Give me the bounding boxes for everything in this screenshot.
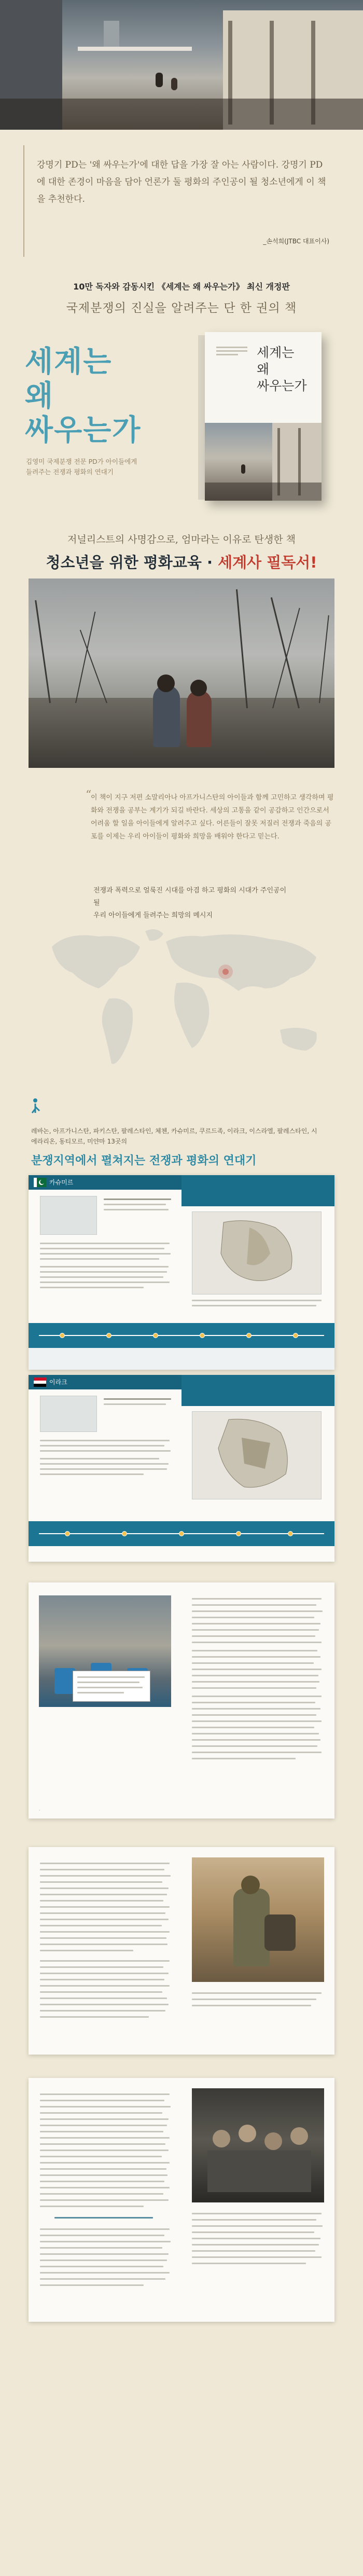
cover-tagline [216,347,247,355]
cover-title-line: 싸우는가 [257,378,307,393]
inset-map [40,1396,97,1432]
sample-spread-kashmir [29,1175,334,1370]
book-spine [198,335,205,500]
child-figure [187,690,212,747]
promo-line: 10만 독자와 감동시킨 《세계는 왜 싸우는가》 최신 개정판 [73,282,290,292]
spread-photo [192,2088,324,2202]
book-title [25,345,141,448]
region-list: 레바논, 아프가니스탄, 파키스탄, 팔레스타인, 체첸, 카슈미르, 쿠르드족, 이라크, 이스라엘, 팔레스타인, 시에라리온, 동티모르, 미얀마 13곳의 [31,1127,317,1145]
testimonial-quote [23,145,340,257]
timeline-bar [29,1521,334,1546]
cover-title [257,345,307,394]
spread-photo [192,1857,324,1982]
book-title-line: 싸우는가 [25,414,142,447]
book-subtitle [26,457,137,477]
children-photo [29,578,334,768]
quote-open-mark: “ [86,789,92,802]
sample-spread-photo-1 [29,1582,334,1819]
world-map [21,911,342,1082]
sample-spread-iraq [29,1375,334,1562]
sample-spread-photo-2 [29,1847,334,2055]
region-map [192,1211,322,1294]
location-pin-icon [31,1097,46,1117]
intro-heading-accent: 세계사 필독서! [218,554,317,571]
child-figure [153,685,180,747]
sample-spread-photo-3 [29,2078,334,2322]
book-title-line: 세계는 [25,345,113,379]
promo-headline: 국제분쟁의 진실을 알려주는 단 한 권의 책 [66,301,297,315]
page-number: · [39,1808,40,1813]
map-message-line: 전쟁과 폭력으로 얼룩진 시대를 아겸 하고 평화의 시대가 주인공이 될 [93,887,287,907]
cover-title-line: 왜 [257,362,270,377]
map-message-line: 우리 아이들에게 들려주는 희망의 메시지 [93,912,213,919]
timeline-bar [29,1323,334,1348]
regions-heading: 분쟁지역에서 펼쳐지는 전쟁과 평화의 연대기 [31,1154,257,1167]
chapter-title: 카슈미르 [49,1179,74,1186]
inset-map [40,1196,97,1235]
book-subtitle-line: 김영미 국제분쟁 전문 PD가 아이들에게 [26,458,137,465]
photo-caption [73,1671,150,1702]
chapter-title: 이라크 [49,1379,67,1386]
cover-title-line: 세계는 [257,345,295,360]
intro-tagline: 저널리스트의 사명감으로, 엄마라는 이유로 탄생한 책 [67,534,296,545]
book-title-line: 왜 [25,379,54,413]
flag-icon [34,1178,46,1187]
quote-text: 강명기 PD는 '왜 싸우는가'에 대한 답을 가장 잘 아는 사람이다. 강명기 PD에 대한 존경이 마음을 담아 언론가 둘 평화의 주인공이 될 청소년에게 이 책을 추천한다. [37,160,326,204]
chapter-summary-bar [182,1175,334,1206]
intro-heading-prefix: 청소년을 위한 평화교육 · [46,554,218,571]
cover-photo [205,423,322,501]
book-cover [205,332,322,501]
chapter-summary-bar [182,1375,334,1406]
flag-icon [34,1377,46,1387]
book-subtitle-line: 들려주는 전쟁과 평화의 연대기 [26,468,114,476]
region-map [192,1411,322,1499]
hero-photo [0,0,363,130]
chapter-bar [29,1375,182,1389]
author-quote: 이 책이 지구 저편 소말리아나 아프가니스탄의 아이들과 함께 고민하고 생각하며 평화와 전쟁을 공부는 계기가 되길 바란다. 세상의 고통을 같이 공감하고 인간으로서 어려움 할 일을 아이들에게 알려주고 싶다. 어른들이 잘못 저질러 전쟁과 죽음의 공포를 이제는 우리 아이들이 평화와 희망을 배워야 한다고 믿는다. [91,794,334,841]
chapter-bar [29,1175,182,1190]
quote-author: _손석희(JTBC 대표이사) [263,238,329,245]
intro-heading [0,551,363,572]
